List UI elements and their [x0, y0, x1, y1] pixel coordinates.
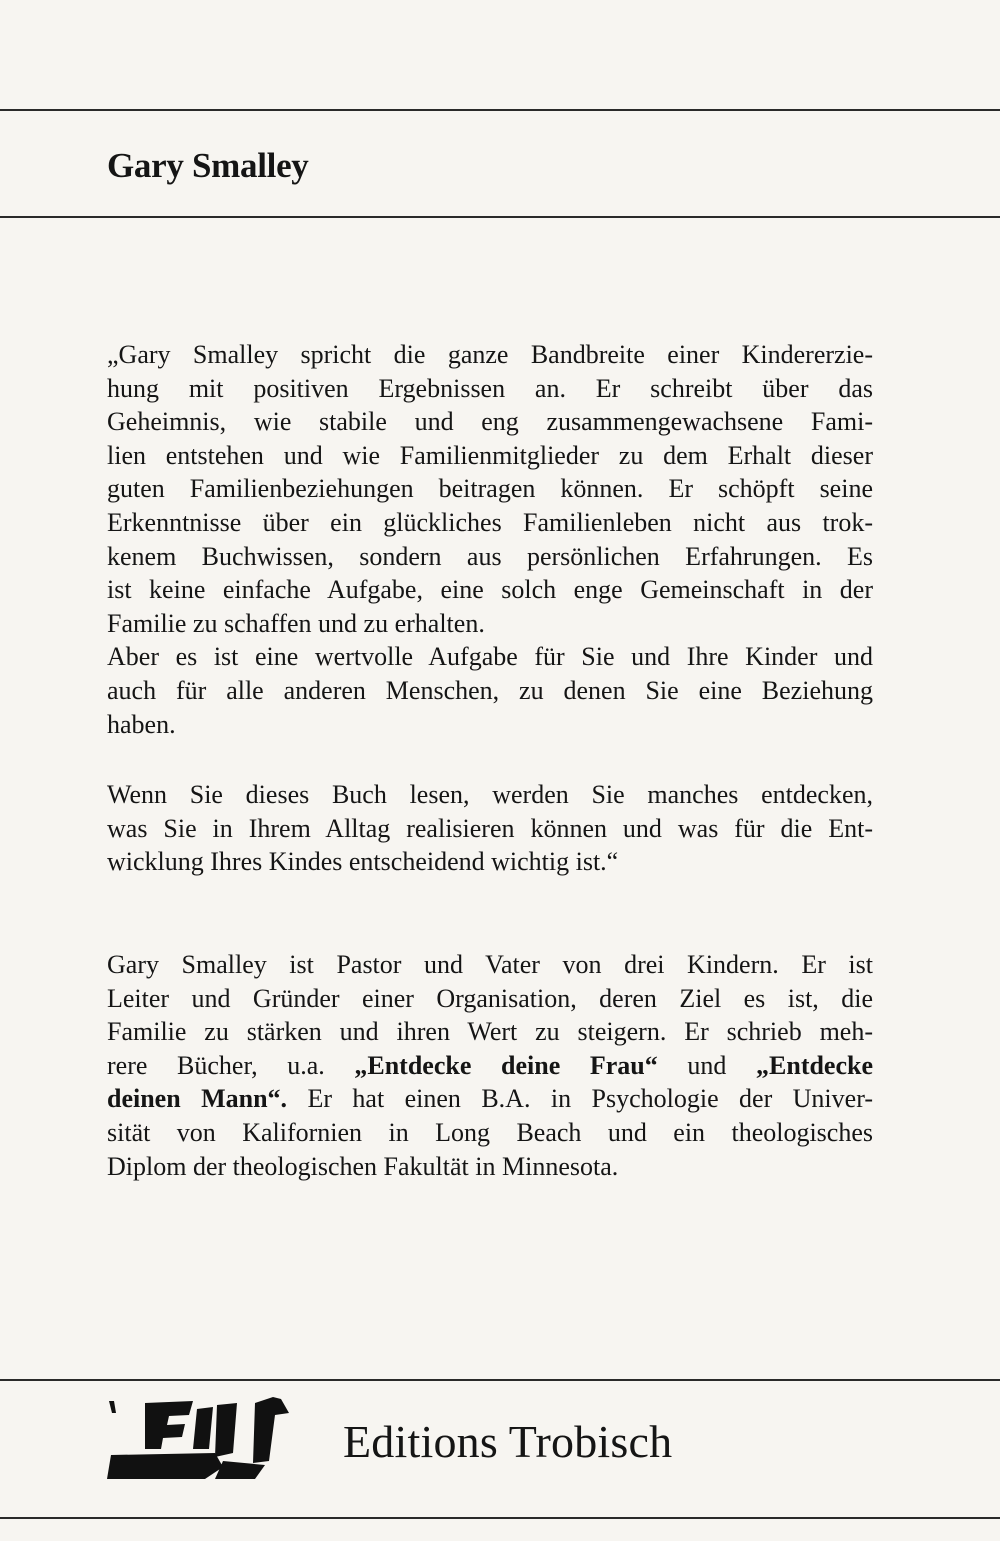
text-line: kenem Buchwissen, sondern aus persönlichen Erfahrungen. Es	[107, 541, 873, 571]
author-name: Gary Smalley	[107, 146, 309, 185]
text-line: Aber es ist eine wertvolle Aufgabe für Sie und Ihre Kinder und	[107, 642, 873, 672]
text-line: haben.	[107, 709, 176, 739]
book-title-2: „Entdecke	[756, 1050, 874, 1080]
text-line: Familie zu schaffen und zu erhalten.	[107, 608, 485, 638]
blurb-quote	[107, 338, 873, 741]
text-segment: rere Bücher, u.a.	[107, 1050, 355, 1080]
text-line	[107, 1049, 873, 1083]
text-line: guten Familienbeziehungen beitragen können. Er schöpft seine	[107, 474, 873, 504]
footer-bottom-rule	[0, 1517, 1000, 1519]
text-line: Leiter und Gründer einer Organisation, deren Ziel es ist, die	[107, 983, 873, 1013]
text-line: „Gary Smalley spricht die ganze Bandbreite einer Kindererzie-	[107, 340, 873, 369]
author-bio	[107, 948, 873, 1183]
text-segment: und	[657, 1050, 757, 1080]
text-line: wicklung Ihres Kindes entscheidend wichtig ist.“	[107, 847, 619, 877]
publisher-name: Editions Trobisch	[343, 1416, 673, 1467]
footer-top-rule	[0, 1379, 1000, 1381]
text-line: lien entstehen und wie Familienmitglieder zu dem Erhalt dieser	[107, 440, 873, 470]
text-line: hung mit positiven Ergebnissen an. Er schreibt über das	[107, 373, 873, 403]
text-line: was Sie in Ihrem Alltag realisieren können und was für die Ent-	[107, 813, 873, 843]
text-segment: Er hat einen B.A. in Psychologie der Univer-	[287, 1084, 873, 1114]
blurb-quote-closing	[107, 778, 873, 879]
author-rule	[0, 216, 1000, 218]
text-line: ist keine einfache Aufgabe, eine solch enge Gemeinschaft in der	[107, 575, 873, 605]
text-line: sität von Kalifornien in Long Beach und ein theologisches	[107, 1117, 873, 1147]
text-line: Wenn Sie dieses Buch lesen, werden Sie manches entdecken,	[107, 780, 873, 809]
text-line: Erkenntnisse über ein glückliches Familienleben nicht aus trok-	[107, 507, 873, 537]
top-rule	[0, 109, 1000, 111]
text-line: Diplom der theologischen Fakultät in Minnesota.	[107, 1151, 619, 1181]
book-title-1: „Entdecke deine Frau“	[354, 1050, 658, 1080]
text-line: Familie zu stärken und ihren Wert zu steigern. Er schrieb meh-	[107, 1017, 873, 1047]
text-line: auch für alle anderen Menschen, zu denen Sie eine Beziehung	[107, 675, 873, 705]
text-line	[107, 1082, 873, 1116]
book-title-2-cont: deinen Mann“.	[107, 1084, 288, 1114]
text-line: Geheimnis, wie stabile und eng zusammengewachsene Fami-	[107, 407, 873, 437]
text-line: Gary Smalley ist Pastor und Vater von drei Kindern. Er ist	[107, 950, 873, 979]
publisher-logo	[105, 1393, 310, 1483]
